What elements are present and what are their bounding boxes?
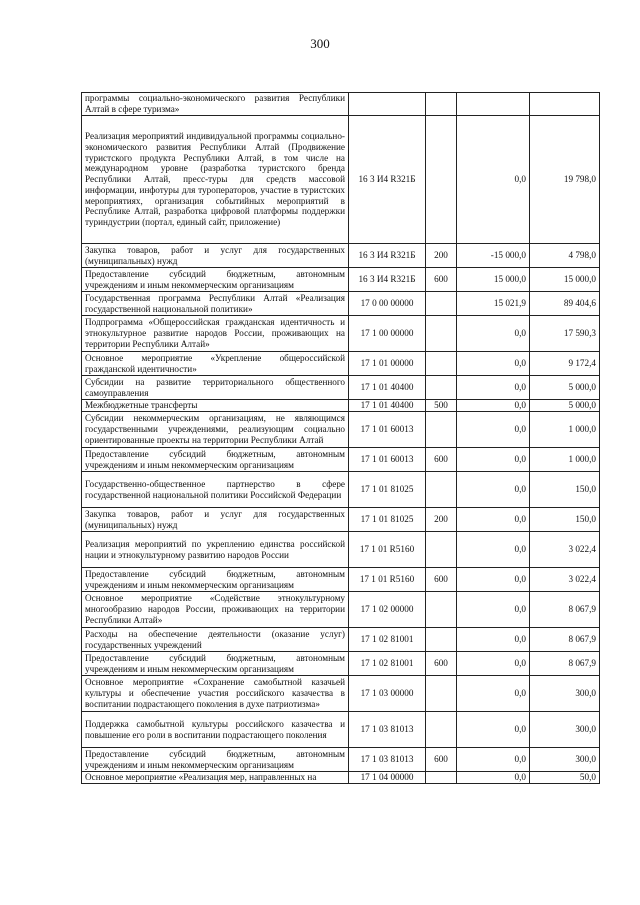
row-change-cell: 0,0 xyxy=(457,316,530,352)
table-row xyxy=(82,448,600,472)
row-code-cell: 17 1 01 40400 xyxy=(349,376,426,400)
row-change-cell: 0,0 xyxy=(457,412,530,448)
row-type-cell: 600 xyxy=(426,568,457,592)
table-row xyxy=(82,268,600,292)
row-type-cell xyxy=(426,472,457,508)
table-row xyxy=(82,400,600,412)
table-row xyxy=(82,508,600,532)
row-code-cell: 17 1 01 00000 xyxy=(349,352,426,376)
row-name-cell: Предоставление субсидий бюджетным, автономным учреждениям и иным некоммерческим организациям xyxy=(82,448,349,472)
row-code-cell: 17 1 01 81025 xyxy=(349,472,426,508)
table-row xyxy=(82,292,600,316)
row-code-cell: 17 1 04 00000 xyxy=(349,772,426,784)
row-code-cell xyxy=(349,93,426,116)
table-row xyxy=(82,748,600,772)
row-total-cell: 300,0 xyxy=(530,676,600,712)
row-code-cell: 17 1 02 81001 xyxy=(349,628,426,652)
row-type-cell xyxy=(426,93,457,116)
row-total-cell: 4 798,0 xyxy=(530,244,600,268)
row-type-cell xyxy=(426,316,457,352)
row-type-cell xyxy=(426,376,457,400)
budget-table-body xyxy=(82,93,600,784)
row-total-cell: 8 067,9 xyxy=(530,652,600,676)
row-name-cell: Предоставление субсидий бюджетным, автономным учреждениям и иным некоммерческим организациям xyxy=(82,268,349,292)
row-change-cell: 0,0 xyxy=(457,592,530,628)
table-row xyxy=(82,592,600,628)
row-type-cell xyxy=(426,772,457,784)
row-type-cell: 600 xyxy=(426,268,457,292)
table-row xyxy=(82,316,600,352)
row-code-cell: 17 1 03 81013 xyxy=(349,748,426,772)
row-change-cell: 0,0 xyxy=(457,628,530,652)
table-row xyxy=(82,472,600,508)
row-change-cell: 0,0 xyxy=(457,400,530,412)
row-change-cell: 0,0 xyxy=(457,532,530,568)
row-total-cell: 8 067,9 xyxy=(530,628,600,652)
row-type-cell xyxy=(426,592,457,628)
row-code-cell: 17 1 01 R5160 xyxy=(349,532,426,568)
row-change-cell: 0,0 xyxy=(457,748,530,772)
row-code-cell: 17 1 03 00000 xyxy=(349,676,426,712)
row-name-cell: Государственная программа Республики Алтай «Реализация государственной национальной политики» xyxy=(82,292,349,316)
table-row xyxy=(82,676,600,712)
row-name-cell: Субсидии на развитие территориального общественного самоуправления xyxy=(82,376,349,400)
row-type-cell: 600 xyxy=(426,448,457,472)
row-name-cell: Расходы на обеспечение деятельности (оказание услуг) государственных учреждений xyxy=(82,628,349,652)
row-type-cell: 200 xyxy=(426,508,457,532)
row-name-cell: Межбюджетные трансферты xyxy=(82,400,349,412)
row-code-cell: 17 1 00 00000 xyxy=(349,316,426,352)
row-code-cell: 17 1 01 81025 xyxy=(349,508,426,532)
row-change-cell: 0,0 xyxy=(457,712,530,748)
row-total-cell: 15 000,0 xyxy=(530,268,600,292)
row-type-cell xyxy=(426,352,457,376)
row-change-cell: 0,0 xyxy=(457,772,530,784)
row-name-cell: Предоставление субсидий бюджетным, автономным учреждениям и иным некоммерческим организациям xyxy=(82,568,349,592)
row-total-cell: 5 000,0 xyxy=(530,376,600,400)
row-name-cell: Поддержка самобытной культуры российского казачества и повышение его роли в воспитании подрастающего поколения xyxy=(82,712,349,748)
row-total-cell: 50,0 xyxy=(530,772,600,784)
row-name-cell: Реализация мероприятий по укреплению единства российской нации и этнокультурному развитию народов России xyxy=(82,532,349,568)
row-change-cell: 0,0 xyxy=(457,676,530,712)
row-total-cell: 300,0 xyxy=(530,748,600,772)
row-total-cell: 8 067,9 xyxy=(530,592,600,628)
row-type-cell xyxy=(426,676,457,712)
row-code-cell: 17 1 01 60013 xyxy=(349,448,426,472)
row-name-cell: Реализация мероприятий индивидуальной программы социально-экономического развития Республики Алтай (Продвижение туристского продукта Республики Алтай, в том числе на международном уровне (разработка туристского бренда Республики Алтай, пресс-туры для средств массовой информации, инфотуры для туроператоров, участие в туристских мероприятиях, организация событийных мероприятий в Республике Алтай, разработка цифровой платформы поддержки туриндустрии (портал, единый сайт, приложение) xyxy=(82,116,349,244)
row-total-cell: 300,0 xyxy=(530,712,600,748)
row-total-cell: 1 000,0 xyxy=(530,448,600,472)
row-code-cell: 17 1 01 R5160 xyxy=(349,568,426,592)
row-code-cell: 17 1 03 81013 xyxy=(349,712,426,748)
row-type-cell: 600 xyxy=(426,748,457,772)
row-name-cell: Основное мероприятие «Сохранение самобытной казачьей культуры и обеспечение участия российского казачества в воспитании подрастающего поколения в духе патриотизма» xyxy=(82,676,349,712)
table-row xyxy=(82,568,600,592)
table-row xyxy=(82,244,600,268)
row-total-cell xyxy=(530,93,600,116)
row-code-cell: 16 3 И4 R321Б xyxy=(349,244,426,268)
row-code-cell: 17 1 02 00000 xyxy=(349,592,426,628)
row-type-cell xyxy=(426,412,457,448)
row-name-cell: Субсидии некоммерческим организациям, не являющимся государственными учреждениями, реализующим социально ориентированные проекты на территории Республики Алтай xyxy=(82,412,349,448)
row-type-cell xyxy=(426,532,457,568)
row-name-cell: Закупка товаров, работ и услуг для государственных (муниципальных) нужд xyxy=(82,244,349,268)
row-total-cell: 3 022,4 xyxy=(530,532,600,568)
table-row xyxy=(82,412,600,448)
row-type-cell xyxy=(426,292,457,316)
row-name-cell: Предоставление субсидий бюджетным, автономным учреждениям и иным некоммерческим организациям xyxy=(82,652,349,676)
row-change-cell: 0,0 xyxy=(457,472,530,508)
row-change-cell: 0,0 xyxy=(457,568,530,592)
row-name-cell: Закупка товаров, работ и услуг для государственных (муниципальных) нужд xyxy=(82,508,349,532)
row-change-cell xyxy=(457,93,530,116)
row-name-cell: Основное мероприятие «Реализация мер, направленных на xyxy=(82,772,349,784)
row-code-cell: 17 1 01 60013 xyxy=(349,412,426,448)
row-name-cell: Государственно-общественное партнерство в сфере государственной национальной политики Российской Федерации xyxy=(82,472,349,508)
row-code-cell: 16 3 И4 R321Б xyxy=(349,268,426,292)
row-total-cell: 5 000,0 xyxy=(530,400,600,412)
table-row xyxy=(82,628,600,652)
row-type-cell xyxy=(426,628,457,652)
table-row xyxy=(82,532,600,568)
row-change-cell: 0,0 xyxy=(457,116,530,244)
row-change-cell: 0,0 xyxy=(457,376,530,400)
row-total-cell: 150,0 xyxy=(530,472,600,508)
row-total-cell: 17 590,3 xyxy=(530,316,600,352)
row-change-cell: 0,0 xyxy=(457,352,530,376)
row-total-cell: 89 404,6 xyxy=(530,292,600,316)
row-type-cell xyxy=(426,712,457,748)
row-total-cell: 9 172,4 xyxy=(530,352,600,376)
row-name-cell: программы социально-экономического развития Республики Алтай в сфере туризма» xyxy=(82,93,349,116)
row-type-cell: 500 xyxy=(426,400,457,412)
row-total-cell: 1 000,0 xyxy=(530,412,600,448)
table-row xyxy=(82,772,600,784)
row-change-cell: 15 000,0 xyxy=(457,268,530,292)
row-change-cell: 15 021,9 xyxy=(457,292,530,316)
table-row xyxy=(82,376,600,400)
table-row xyxy=(82,116,600,244)
budget-table xyxy=(81,92,600,784)
row-name-cell: Предоставление субсидий бюджетным, автономным учреждениям и иным некоммерческим организациям xyxy=(82,748,349,772)
row-code-cell: 17 0 00 00000 xyxy=(349,292,426,316)
table-row xyxy=(82,652,600,676)
row-code-cell: 17 1 01 40400 xyxy=(349,400,426,412)
row-total-cell: 150,0 xyxy=(530,508,600,532)
row-name-cell: Основное мероприятие «Содействие этнокультурному многообразию народов России, проживающих на территории Республики Алтай» xyxy=(82,592,349,628)
table-row xyxy=(82,352,600,376)
row-change-cell: 0,0 xyxy=(457,652,530,676)
page-number: 300 xyxy=(310,36,330,51)
row-type-cell: 200 xyxy=(426,244,457,268)
row-total-cell: 19 798,0 xyxy=(530,116,600,244)
row-change-cell: 0,0 xyxy=(457,448,530,472)
row-code-cell: 16 3 И4 R321Б xyxy=(349,116,426,244)
row-code-cell: 17 1 02 81001 xyxy=(349,652,426,676)
row-change-cell: 0,0 xyxy=(457,508,530,532)
row-change-cell: -15 000,0 xyxy=(457,244,530,268)
row-total-cell: 3 022,4 xyxy=(530,568,600,592)
table-row xyxy=(82,712,600,748)
row-name-cell: Подпрограмма «Общероссийская гражданская идентичность и этнокультурное развитие народов России, проживающих на территории Республики Алтай» xyxy=(82,316,349,352)
row-name-cell: Основное мероприятие «Укрепление общероссийской гражданской идентичности» xyxy=(82,352,349,376)
row-type-cell xyxy=(426,116,457,244)
table-row xyxy=(82,93,600,116)
row-type-cell: 600 xyxy=(426,652,457,676)
